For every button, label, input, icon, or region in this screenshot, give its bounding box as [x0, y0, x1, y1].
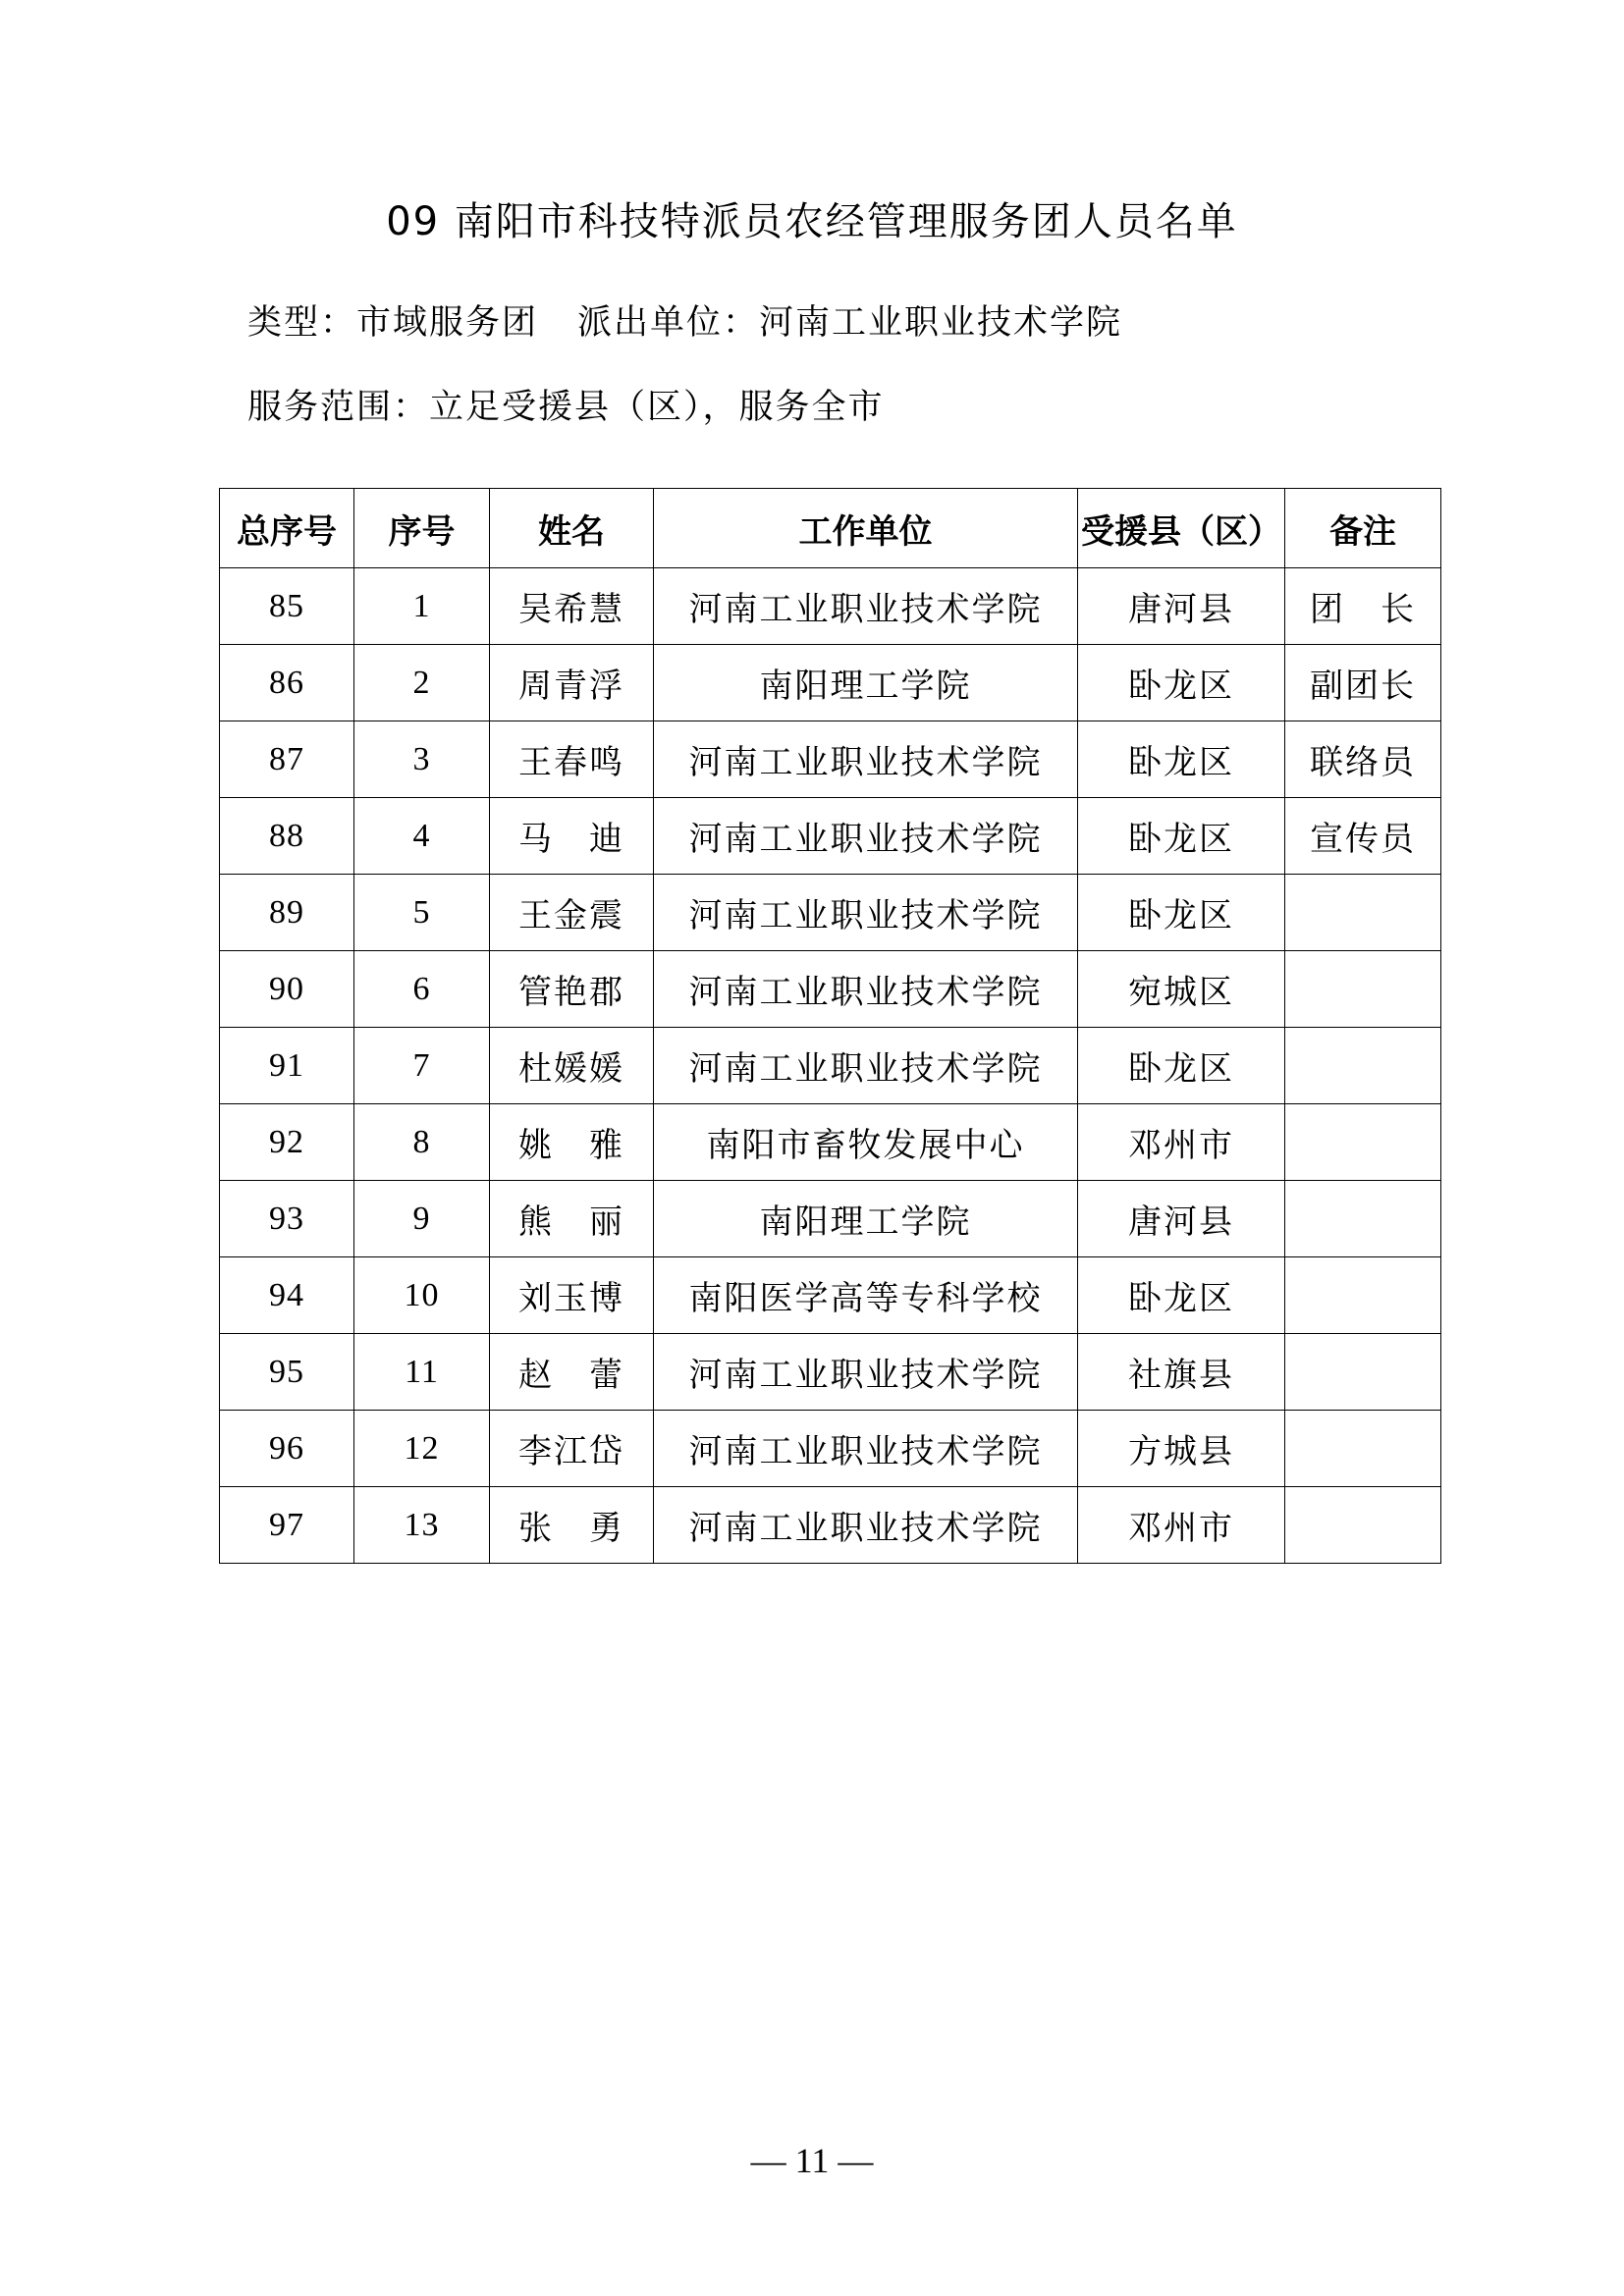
cell-county: 邓州市 [1078, 1487, 1285, 1564]
cell-remark [1285, 1411, 1441, 1487]
cell-remark [1285, 1028, 1441, 1104]
cell-total-no: 91 [220, 1028, 354, 1104]
cell-unit: 南阳理工学院 [654, 1181, 1078, 1257]
cell-total-no: 96 [220, 1411, 354, 1487]
cell-remark [1285, 1181, 1441, 1257]
cell-county: 唐河县 [1078, 568, 1285, 645]
table-row [220, 875, 1441, 951]
table-row [220, 1104, 1441, 1181]
dispatch-value: 河南工业职业技术学院 [759, 303, 1123, 343]
page-title: 09 南阳市科技特派员农经管理服务团人员名单 [386, 199, 1238, 244]
table-row [220, 1257, 1441, 1334]
table-row [220, 1334, 1441, 1411]
cell-unit: 河南工业职业技术学院 [654, 721, 1078, 798]
cell-remark [1285, 951, 1441, 1028]
scope-line [247, 385, 885, 430]
cell-unit: 河南工业职业技术学院 [654, 798, 1078, 875]
cell-unit: 河南工业职业技术学院 [654, 875, 1078, 951]
dispatch-label: 派出单位： [577, 303, 760, 343]
roster-table [219, 488, 1441, 1564]
cell-no: 13 [354, 1487, 490, 1564]
cell-county: 卧龙区 [1078, 1028, 1285, 1104]
cell-county: 方城县 [1078, 1411, 1285, 1487]
cell-total-no: 95 [220, 1334, 354, 1411]
cell-total-no: 89 [220, 875, 354, 951]
cell-no: 11 [354, 1334, 490, 1411]
cell-county: 宛城区 [1078, 951, 1285, 1028]
cell-no: 4 [354, 798, 490, 875]
cell-county: 卧龙区 [1078, 875, 1285, 951]
cell-name: 王春鸣 [490, 721, 654, 798]
cell-remark: 宣传员 [1285, 798, 1441, 875]
cell-name: 熊 丽 [490, 1181, 654, 1257]
cell-name: 周青浮 [490, 645, 654, 721]
cell-total-no: 94 [220, 1257, 354, 1334]
cell-unit: 河南工业职业技术学院 [654, 1487, 1078, 1564]
header-unit: 工作单位 [654, 489, 1078, 568]
cell-total-no: 97 [220, 1487, 354, 1564]
table-row [220, 1487, 1441, 1564]
header-total-no: 总序号 [220, 489, 354, 568]
cell-no: 12 [354, 1411, 490, 1487]
cell-unit: 南阳市畜牧发展中心 [654, 1104, 1078, 1181]
cell-name: 姚 雅 [490, 1104, 654, 1181]
table-row [220, 1028, 1441, 1104]
cell-name: 赵 蕾 [490, 1334, 654, 1411]
cell-total-no: 87 [220, 721, 354, 798]
cell-remark [1285, 1104, 1441, 1181]
cell-name: 李江岱 [490, 1411, 654, 1487]
header-no: 序号 [354, 489, 490, 568]
cell-name: 管艳郡 [490, 951, 654, 1028]
cell-name: 吴希慧 [490, 568, 654, 645]
table-row [220, 1181, 1441, 1257]
cell-remark: 联络员 [1285, 721, 1441, 798]
cell-no: 7 [354, 1028, 490, 1104]
cell-total-no: 88 [220, 798, 354, 875]
type-value: 市域服务团 [356, 303, 539, 343]
table-row [220, 798, 1441, 875]
cell-no: 9 [354, 1181, 490, 1257]
cell-total-no: 93 [220, 1181, 354, 1257]
table-body [220, 568, 1441, 1564]
cell-remark: 团 长 [1285, 568, 1441, 645]
table-header-row [220, 489, 1441, 568]
cell-county: 卧龙区 [1078, 1257, 1285, 1334]
cell-no: 8 [354, 1104, 490, 1181]
cell-unit: 河南工业职业技术学院 [654, 1411, 1078, 1487]
type-line [247, 300, 1122, 346]
cell-county: 卧龙区 [1078, 798, 1285, 875]
cell-no: 10 [354, 1257, 490, 1334]
cell-remark [1285, 1334, 1441, 1411]
cell-name: 刘玉博 [490, 1257, 654, 1334]
cell-unit: 河南工业职业技术学院 [654, 1028, 1078, 1104]
cell-name: 杜媛媛 [490, 1028, 654, 1104]
cell-name: 张 勇 [490, 1487, 654, 1564]
cell-unit: 河南工业职业技术学院 [654, 951, 1078, 1028]
cell-total-no: 85 [220, 568, 354, 645]
cell-county: 卧龙区 [1078, 721, 1285, 798]
cell-county: 邓州市 [1078, 1104, 1285, 1181]
cell-no: 1 [354, 568, 490, 645]
cell-remark [1285, 875, 1441, 951]
cell-no: 3 [354, 721, 490, 798]
cell-no: 2 [354, 645, 490, 721]
cell-name: 王金震 [490, 875, 654, 951]
type-label: 类型： [247, 303, 357, 343]
table-row [220, 645, 1441, 721]
cell-unit: 南阳理工学院 [654, 645, 1078, 721]
cell-county: 唐河县 [1078, 1181, 1285, 1257]
cell-total-no: 92 [220, 1104, 354, 1181]
page-number: — 11 — [750, 2141, 874, 2180]
header-name: 姓名 [490, 489, 654, 568]
cell-county: 卧龙区 [1078, 645, 1285, 721]
cell-unit: 南阳医学高等专科学校 [654, 1257, 1078, 1334]
header-remark: 备注 [1285, 489, 1441, 568]
header-county: 受援县（区） [1078, 489, 1285, 568]
cell-unit: 河南工业职业技术学院 [654, 1334, 1078, 1411]
scope-label: 服务范围： [247, 388, 430, 427]
cell-county: 社旗县 [1078, 1334, 1285, 1411]
scope-value: 立足受援县（区），服务全市 [429, 388, 885, 427]
cell-unit: 河南工业职业技术学院 [654, 568, 1078, 645]
table-row [220, 568, 1441, 645]
cell-no: 6 [354, 951, 490, 1028]
cell-remark [1285, 1257, 1441, 1334]
table-row [220, 1411, 1441, 1487]
cell-remark: 副团长 [1285, 645, 1441, 721]
table-row [220, 721, 1441, 798]
cell-name: 马 迪 [490, 798, 654, 875]
cell-no: 5 [354, 875, 490, 951]
cell-total-no: 90 [220, 951, 354, 1028]
table-row [220, 951, 1441, 1028]
cell-remark [1285, 1487, 1441, 1564]
cell-total-no: 86 [220, 645, 354, 721]
